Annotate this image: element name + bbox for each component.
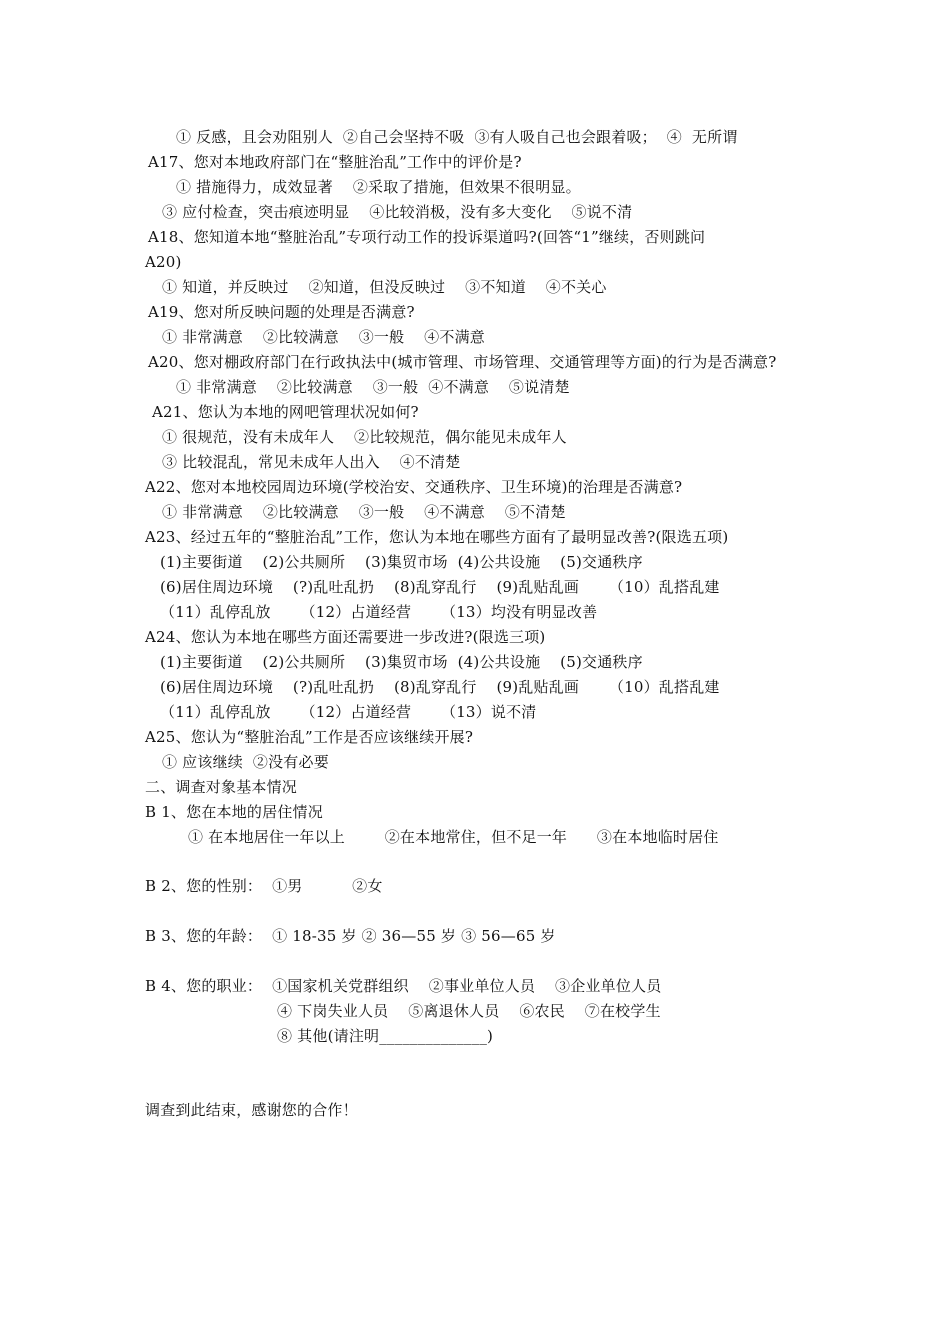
a17-options-1: ① 措施得力，成效显著 ②采取了措施，但效果不很明显。: [176, 178, 581, 196]
b4-options-3: ⑧ 其他(请注明______________): [277, 1027, 494, 1045]
a19-question: A19、您对所反映问题的处理是否满意?: [148, 303, 415, 321]
a24-options-2: (6)居住周边环境 (?)乱吐乱扔 (8)乱穿乱行 (9)乱贴乱画 （10）乱搭乱建: [160, 678, 720, 696]
a17-question: A17、您对本地政府部门在“整脏治乱”工作中的评价是?: [148, 153, 522, 171]
a21-options-2: ③ 比较混乱，常见未成年人出入 ④不清楚: [162, 453, 461, 471]
a17-options-2: ③ 应付检查，突击痕迹明显 ④比较消极，没有多大变化 ⑤说不清: [162, 203, 633, 221]
a24-question: A24、您认为本地在哪些方面还需要进一步改进?(限选三项): [145, 628, 546, 646]
a23-options-3: （11）乱停乱放 （12）占道经营 （13）均没有明显改善: [160, 603, 598, 621]
a21-question: A21、您认为本地的网吧管理状况如何?: [152, 403, 419, 421]
b2-question: B 2、您的性别： ①男 ②女: [145, 877, 383, 895]
a25-question: A25、您认为“整脏治乱”工作是否应该继续开展?: [145, 728, 474, 746]
a23-options-2: (6)居住周边环境 (?)乱吐乱扔 (8)乱穿乱行 (9)乱贴乱画 （10）乱搭乱建: [160, 578, 720, 596]
a18-question: A18、您知道本地“整脏治乱”专项行动工作的投诉渠道吗?(回答“1”继续，否则跳问: [148, 228, 706, 246]
a22-options: ① 非常满意 ②比较满意 ③一般 ④不满意 ⑤不清楚: [162, 503, 566, 521]
a16-options: ① 反感，且会劝阻别人 ②自己会坚持不吸 ③有人吸自己也会跟着吸； ④ 无所谓: [176, 128, 738, 146]
a23-question: A23、经过五年的“整脏治乱”工作，您认为本地在哪些方面有了最明显改善?(限选五项): [145, 528, 729, 546]
a24-options-1: (1)主要街道 (2)公共厕所 (3)集贸市场 (4)公共设施 (5)交通秩序: [160, 653, 643, 671]
a22-question: A22、您对本地校园周边环境(学校治安、交通秩序、卫生环境)的治理是否满意?: [145, 478, 683, 496]
a19-options: ① 非常满意 ②比较满意 ③一般 ④不满意: [162, 328, 485, 346]
a18-options: ① 知道，并反映过 ②知道，但没反映过 ③不知道 ④不关心: [162, 278, 607, 296]
a18-question-cont: A20): [145, 253, 182, 271]
b1-question: B 1、您在本地的居住情况: [145, 803, 323, 821]
a20-options: ① 非常满意 ②比较满意 ③一般 ④不满意 ⑤说清楚: [176, 378, 570, 396]
b1-options: ① 在本地居住一年以上 ②在本地常住，但不足一年 ③在本地临时居住: [188, 828, 719, 846]
b4-options-2: ④ 下岗失业人员 ⑤离退休人员 ⑥农民 ⑦在校学生: [277, 1002, 661, 1020]
a24-options-3: （11）乱停乱放 （12）占道经营 （13）说不清: [160, 703, 537, 721]
a20-question: A20、您对棚政府部门在行政执法中(城市管理、市场管理、交通管理等方面)的行为是否满意?: [148, 353, 777, 371]
a25-options: ① 应该继续 ②没有必要: [162, 753, 329, 771]
a23-options-1: (1)主要街道 (2)公共厕所 (3)集贸市场 (4)公共设施 (5)交通秩序: [160, 553, 643, 571]
b3-question: B 3、您的年龄： ① 18-35 岁 ② 36—55 岁 ③ 56—65 岁: [145, 927, 556, 945]
closing-note: 调查到此结束，感谢您的合作！: [145, 1101, 358, 1119]
b4-question: B 4、您的职业： ①国家机关党群组织 ②事业单位人员 ③企业单位人员: [145, 977, 662, 995]
a21-options-1: ① 很规范，没有未成年人 ②比较规范，偶尔能见未成年人: [162, 428, 567, 446]
section-heading-basic-info: 二、调查对象基本情况: [145, 778, 298, 796]
